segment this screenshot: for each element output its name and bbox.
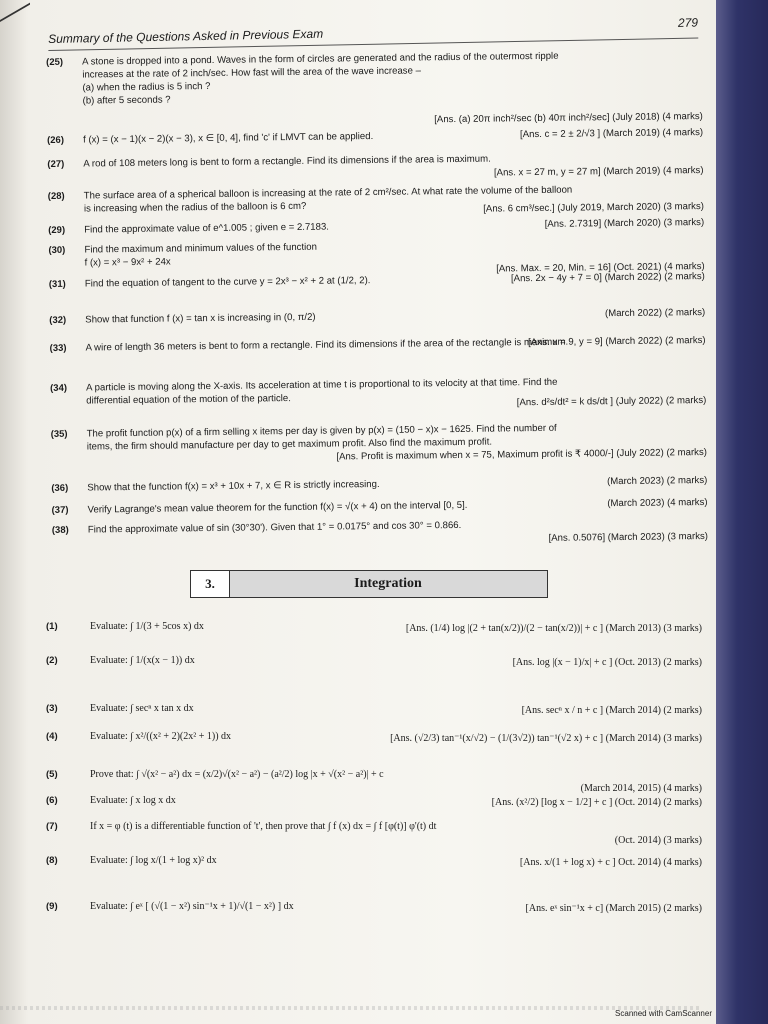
folded-corner (0, 0, 30, 22)
question-text (82, 48, 703, 108)
question-number: (8) (46, 855, 58, 866)
question-number: (25) (46, 56, 64, 68)
question-item (47, 150, 707, 179)
question-item (51, 496, 712, 516)
question-item (48, 270, 709, 290)
question-number: (31) (48, 278, 66, 290)
question-line: f (x) = (x − 1)(x − 2)(x − 3), x ∈ [0, 4], find 'c' if LMVT can be applied. (83, 131, 374, 146)
answer-and-marks: [Ans. x = 9, y = 9] (March 2022) (2 marks) (527, 334, 706, 349)
scanner-watermark: Scanned with CamScanner (615, 1009, 712, 1018)
question-line: Verify Lagrange's mean value theorem for the function f(x) = √(x + 4) on the interval [0, 5]. (87, 499, 468, 516)
question-item (47, 126, 707, 146)
answer-and-marks: [Ans. 0.5076] (March 2023) (3 marks) (548, 530, 709, 544)
answer-and-marks: (March 2022) (2 marks) (604, 306, 706, 320)
question-number: (37) (51, 504, 69, 516)
question-number: (27) (47, 158, 65, 170)
book-spine (716, 0, 768, 1024)
question-line: increases at the rate of 2 inch/sec. How fast will the area of the wave increase – (82, 65, 421, 81)
question-number: (36) (51, 482, 69, 494)
question-line: (b) after 5 seconds ? (82, 94, 171, 107)
question-number: (6) (46, 795, 58, 806)
question-number: (34) (50, 382, 68, 394)
question-number: (4) (46, 731, 58, 742)
question-number: (5) (46, 769, 58, 780)
answer-and-marks: (March 2023) (4 marks) (607, 496, 708, 510)
question-line: The surface area of a spherical balloon is increasing at the rate of 2 cm²/sec. At what rate the volume of the balloon (83, 184, 573, 202)
question-line: (a) when the radius is 5 inch ? (82, 80, 211, 94)
answer-and-marks: [Ans. (x²/2) [log x − 1/2] + c ] (Oct. 2014) (2 marks) (491, 797, 702, 808)
question-item (51, 516, 712, 544)
question-number: (26) (47, 134, 65, 146)
answer-and-marks: [Ans. c = 2 ± 2/√3 ] (March 2019) (4 marks) (519, 126, 704, 141)
integral-expression: Evaluate: ∫ x²/((x² + 2)(2x² + 1)) dx (90, 731, 232, 742)
question-number: (2) (46, 655, 58, 666)
answer-and-marks: [Ans. x/(1 + log x) + c ] Oct. 2014) (4 marks) (519, 857, 702, 868)
answer-and-marks: [Ans. Max. = 20, Min. = 16] (Oct. 2021) (4 marks) (496, 260, 705, 275)
page-number: 279 (677, 15, 699, 30)
question-line: differential equation of the motion of the particle. (86, 393, 291, 407)
question-line: A rod of 108 meters long is bent to form a rectangle. Find its dimensions if the area is maximum. (83, 153, 491, 170)
question-line: The profit function p(x) of a firm selling x items per day is given by p(x) = (150 − x)x − 1625. Find the number of (86, 422, 557, 440)
answer-and-marks: [Ans. log |(x − 1)/x| + c ] (Oct. 2013) (2 marks) (512, 657, 702, 668)
integral-expression: Prove that: ∫ √(x² − a²) dx = (x/2)√(x² − a²) − (a²/2) log |x + √(x² − a²)| + c (90, 769, 384, 780)
question-number: (30) (48, 244, 66, 256)
question-number: (38) (51, 524, 69, 536)
integral-expression: Evaluate: ∫ 1/(x(x − 1)) dx (90, 655, 195, 666)
question-number: (28) (47, 190, 65, 202)
answer-and-marks: [Ans. Profit is maximum when x = 75, Maximum profit is ₹ 4000/-] (July 2022) (2 marks) (336, 446, 708, 463)
question-line: Find the equation of tangent to the curve y = 2x³ − x² + 2 at (1/2, 2). (84, 275, 371, 290)
question-number: (3) (46, 703, 58, 714)
integral-expression: Evaluate: ∫ secⁿ x tan x dx (90, 703, 194, 714)
question-item (50, 420, 711, 463)
answer-and-marks: [Ans. (1/4) log |(2 + tan(x/2))/(2 − tan(x/2))| + c ] (March 2013) (3 marks) (405, 623, 702, 634)
question-item (50, 374, 710, 409)
answer-and-marks: [Ans. (a) 20π inch²/sec (b) 40π inch²/sec] (July 2018) (4 marks) (434, 110, 703, 126)
answer-and-marks: (March 2023) (2 marks) (606, 474, 708, 488)
integral-expression: Evaluate: ∫ 1/(3 + 5cos x) dx (90, 621, 204, 632)
question-item (48, 236, 708, 275)
question-line: Show that the function f(x) = x³ + 10x + 7, x ∈ R is strictly increasing. (87, 478, 380, 494)
question-item (49, 334, 710, 354)
question-line: Show that function f (x) = tan x is increasing in (0, π/2) (85, 311, 316, 326)
question-number: (32) (49, 314, 67, 326)
question-line: Find the approximate value of e^1.005 ; given e = 2.7183. (84, 221, 330, 236)
integral-expression: If x = φ (t) is a differentiable function of 't', then prove that ∫ f (x) dx = ∫ f [φ(t)] φ'(t) dt (90, 821, 437, 832)
page-header-title: Summary of the Questions Asked in Previous Exam (48, 26, 324, 46)
question-line: is increasing when the radius of the balloon is 6 cm? (83, 200, 307, 215)
question-line: A stone is dropped into a pond. Waves in the form of circles are generated and the radius of the outermost ripple (82, 50, 559, 68)
answer-and-marks: (Oct. 2014) (3 marks) (614, 835, 702, 846)
answer-and-marks: (March 2014, 2015) (4 marks) (580, 783, 702, 794)
section-number: 3. (191, 571, 230, 597)
question-line: Find the maximum and minimum values of the function (84, 241, 317, 256)
integral-expression: Evaluate: ∫ x log x dx (90, 795, 176, 806)
question-item (47, 182, 708, 215)
question-line: A wire of length 36 meters is bent to form a rectangle. Find its dimensions if the area of the rectangle is maximum. (85, 336, 569, 354)
question-number: (35) (50, 428, 68, 440)
answer-and-marks: [Ans. 2x − 4y + 7 = 0] (March 2022) (2 marks) (510, 270, 705, 285)
question-item (49, 306, 709, 326)
answer-and-marks: [Ans. d²s/dt² = k ds/dt ] (July 2022) (2 marks) (516, 394, 707, 409)
page-edge (0, 1006, 700, 1010)
integral-expression: Evaluate: ∫ eˣ [ (√(1 − x²) sin⁻¹x + 1)/√(1 − x²) ] dx (90, 901, 294, 912)
answer-and-marks: [Ans. x = 27 m, y = 27 m] (March 2019) (4 marks) (493, 164, 704, 179)
question-line: f (x) = x³ − 9x² + 24x (84, 256, 171, 269)
answer-and-marks: [Ans. secⁿ x / n + c ] (March 2014) (2 marks) (521, 705, 702, 716)
question-item (51, 474, 711, 494)
question-number: (1) (46, 621, 58, 632)
question-number: (7) (46, 821, 58, 832)
answer-and-marks: [Ans. 6 cm³/sec.] (July 2019, March 2020) (3 marks) (483, 200, 705, 215)
question-line: A particle is moving along the X-axis. Its acceleration at time t is proportional to its velocity at that time. Find the (86, 376, 558, 394)
question-item (48, 216, 708, 236)
integral-expression: Evaluate: ∫ log x/(1 + log x)² dx (90, 855, 217, 866)
answer-and-marks: [Ans. eˣ sin⁻¹x + c] (March 2015) (2 marks) (525, 903, 702, 914)
answer-and-marks: [Ans. (√2/3) tan⁻¹(x/√2) − (1/(3√2)) tan⁻¹(√2 x) + c ] (March 2014) (3 marks) (390, 733, 702, 744)
section-title: Integration (354, 576, 422, 591)
section-heading (190, 570, 548, 598)
question-number: (33) (49, 342, 67, 354)
question-number: (29) (48, 224, 66, 236)
answer-and-marks: [Ans. 2.7319] (March 2020) (3 marks) (544, 216, 705, 230)
question-number: (9) (46, 901, 58, 912)
question-line: items, the firm should manufacture per day to get maximum profit. Also find the maximum profit. (86, 436, 493, 453)
page-header (48, 15, 699, 51)
question-line: Find the approximate value of sin (30°30'). Given that 1° = 0.0175° and cos 30° = 0.866. (87, 519, 462, 536)
